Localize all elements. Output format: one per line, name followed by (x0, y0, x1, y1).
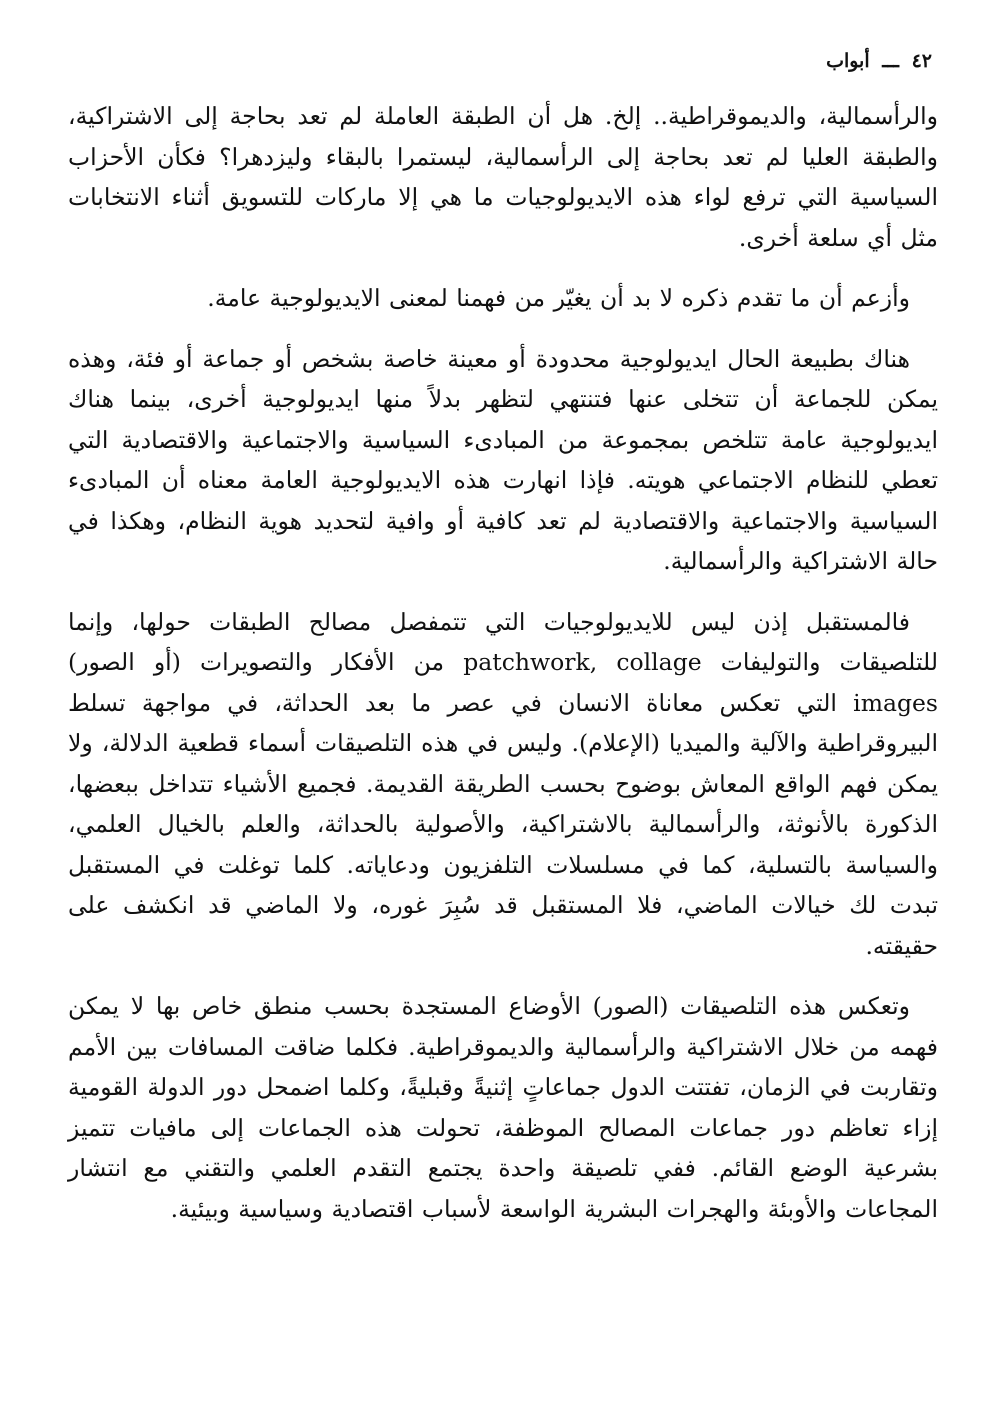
body-text (68, 96, 938, 1229)
paragraph-2: وأزعم أن ما تقدم ذكره لا بد أن يغيّر من فهمنا لمعنى الايديولوجية عامة. (207, 284, 910, 312)
paragraph-1: والرأسمالية، والديموقراطية.. إلخ. هل أن الطبقة العاملة لم تعد بحاجة إلى الاشتراكية، والطبقة العليا لم تعد بحاجة إلى الرأسمالية، ليستمرا بالبقاء وليزدهرا؟ فكأن الأحزاب السياسية التي ترفع لواء هذه الايديولوجيات ما هي إلا ماركات للتسويق أثناء الانتخابات مثل أي سلعة أخرى. (68, 102, 938, 252)
paragraph-4: فالمستقبل إذن ليس للايديولوجيات التي تتمفصل مصالح الطبقات حولها، وإنما للتلصيقات والتوليفات patchwork, collage من الأفكار والتصويرات (أو الصور) images التي تعكس معاناة الانسان في عصر ما بعد الحداثة، في مواجهة تسلط البيروقراطية والآلية والميديا (الإعلام). وليس في هذه التلصيقات أسماء قطعية الدلالة، ولا يمكن فهم الواقع المعاش بوضوح بحسب الطريقة القديمة. فجميع الأشياء تتداخل ببعضها، الذكورة بالأنوثة، والرأسمالية بالاشتراكية، والأصولية بالحداثة، والعلم بالخيال العلمي، والسياسة بالتسلية، كما في مسلسلات التلفزيون ودعاياته. كلما توغلت في المستقبل تبدت لك خيالات الماضي، فلا المستقبل قد سُبِرَ غوره، ولا الماضي قد انكشف على حقيقته. (68, 607, 938, 960)
paragraph-3: هناك بطبيعة الحال ايديولوجية محدودة أو معينة خاصة بشخص أو جماعة أو فئة، وهذه يمكن للجماعة أن تتخلى عنها فتنتهي لتظهر بدلاً منها ايديولوجية أخرى، بينما هناك ايديولوجية عامة تتلخص بمجموعة من المبادىء السياسية والاجتماعية والاقتصادية التي تعطي للنظام الاجتماعي هويته. فإذا انهارت هذه الايديولوجية العامة معناه أن المبادىء السياسية والاجتماعية والاقتصادية لم تعد كافية أو وافية لتحديد هوية النظام، وهكذا في حالة الاشتراكية والرأسمالية. (68, 344, 938, 575)
running-header (68, 44, 938, 78)
paragraph-5: وتعكس هذه التلصيقات (الصور) الأوضاع المستجدة بحسب منطق خاص بها لا يمكن فهمه من خلال الاشتراكية والرأسمالية والديموقراطية. فكلما ضاقت المسافات بين الأمم وتقاربت في الزمان، تفتتت الدول جماعاتٍ إثنيةً وقبليةً، وكلما اضمحل دور الدولة القومية إزاء تعاظم دور جماعات المصالح الموظفة، تحولت هذه الجماعات إلى مافيات تتميز بشرعية الوضع القائم. ففي تلصيقة واحدة يجتمع التقدم العلمي والتقني مع انتشار المجاعات والأوبئة والهجرات البشرية الواسعة لأسباب اقتصادية وسياسية وبيئية. (68, 992, 938, 1223)
book-title: أبواب (826, 50, 870, 72)
page-number: ٤٢ (911, 50, 932, 72)
header-separator: ـــ (882, 50, 899, 72)
